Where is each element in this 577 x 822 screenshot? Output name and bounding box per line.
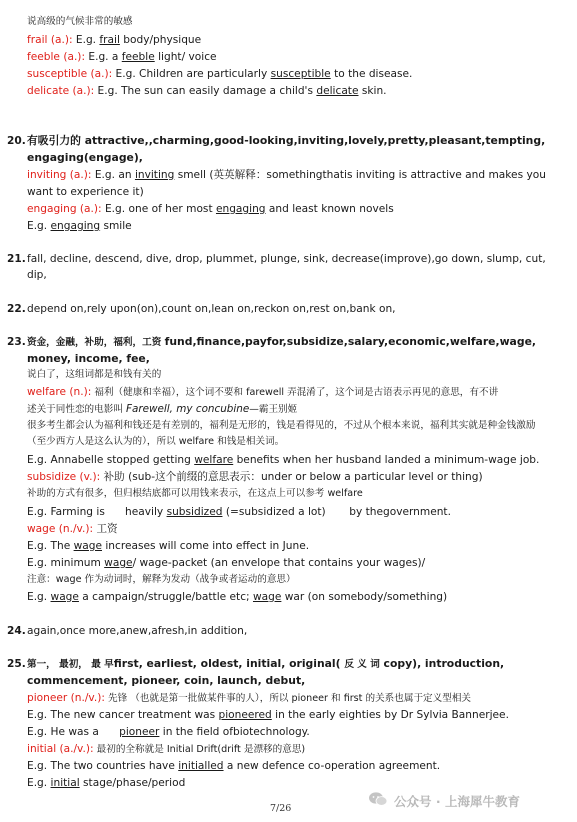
keyword: susceptible (a.):: [27, 68, 113, 80]
entry-frail: frail (a.): E.g. frail body/physique: [27, 34, 202, 46]
entry-welfare-4: （至少西方人是这么认为的），所以 welfare 和钱是相关词。: [27, 436, 285, 447]
keyword: frail (a.):: [27, 34, 73, 46]
entry-engaging-eg: E.g. engaging smile: [27, 220, 132, 232]
entry-welfare-3: 很多考生都会认为福利和钱还是有差别的，福利是无形的，钱是看得见的，不过从个根本来说，福利其实就是种金钱激励: [27, 420, 536, 431]
heading-20b: engaging(engage),: [27, 151, 143, 164]
entry-inviting: inviting (a.): E.g. an inviting smell (英英解释：somethingthatis inviting is attractive and makes you: [27, 169, 546, 181]
note-23: 说白了，这组词都是和钱有关的: [27, 369, 162, 380]
text-22: depend on,rely upon(on),count on,lean on,reckon on,rest on,bank on,: [27, 303, 396, 315]
heading-25b: commencement, pioneer, coin, launch, debut,: [27, 674, 306, 687]
entry-inviting-cont: want to experience it): [27, 186, 144, 198]
wechat-icon: [368, 791, 388, 810]
heading-23b: money, income, fee,: [27, 352, 150, 365]
heading-20a: 有吸引力的 attractive,,charming,good-looking,inviting,lovely,pretty,pleasant,tempting,: [27, 134, 546, 147]
entry-engaging: engaging (a.): E.g. one of her most engaging and least known novels: [27, 203, 394, 215]
heading-23a: 资金，金融，补助，福利，工资 fund,finance,payfor,subsidize,salary,economic,welfare,wage,: [27, 335, 536, 348]
entry-pioneer: pioneer (n./v.): 先锋 （也就是第一批做某件事的人），所以 pioneer 和 first 的关系也属于定义型相关: [27, 692, 472, 704]
wage-eg1: E.g. The wage increases will come into effect in June.: [27, 540, 310, 552]
watermark-text: 公众号 · 上海犀牛教育: [394, 793, 520, 809]
entry-welfare-2: 述关于同性恋的电影叫 Farewell, my concubine—霸王别姬: [27, 403, 298, 415]
item-number: 24.: [7, 625, 26, 637]
text-21a: fall, decline, descend, dive, drop, plummet, plunge, sink, decrease(improve),go down, slump, cut,: [27, 253, 546, 265]
entry-susceptible: susceptible (a.): E.g. Children are particularly susceptible to the disease.: [27, 68, 413, 80]
item-number: 25.: [7, 658, 26, 670]
welfare-eg: E.g. Annabelle stopped getting welfare benefits when her husband landed a minimum-wage job.: [27, 454, 540, 466]
entry-delicate: delicate (a.): E.g. The sun can easily damage a child's delicate skin.: [27, 85, 387, 97]
entry-initial: initial (a./v.): 最初的全称就是 Initial Drift(drift 是漂移的意思): [27, 743, 306, 755]
item-number: 20.: [7, 135, 26, 147]
entry-welfare: welfare (n.): 福利（健康和幸福），这个词不要和 farewell 弄混淆了，这个词是古语表示再见的意思，有不讲: [27, 386, 499, 398]
page-number: 7/26: [270, 803, 292, 814]
text-24: again,once more,anew,afresh,in addition,: [27, 625, 248, 637]
initial-eg1: E.g. The two countries have initialled a new defence co-operation agreement.: [27, 760, 441, 772]
pioneer-eg1: E.g. The new cancer treatment was pioneered in the early eighties by Dr Sylvia Bannerjee.: [27, 709, 509, 721]
pioneer-eg2: E.g. He was a pioneer in the field ofbiotechnology.: [27, 726, 310, 738]
watermark: [368, 791, 520, 810]
keyword: feeble (a.):: [27, 51, 86, 63]
subsidize-eg: E.g. Farming is heavily subsidized (=subsidized a lot) by thegovernment.: [27, 506, 451, 518]
wage-eg2: E.g. minimum wage/ wage-packet (an envelope that contains your wages)/: [27, 557, 426, 569]
subsidize-note: 补助的方式有很多，但归根结底都可以用钱来表示，在这点上可以参考 welfare: [27, 488, 363, 499]
wage-eg3: E.g. wage a campaign/struggle/battle etc; wage war (on somebody/something): [27, 591, 448, 603]
entry-feeble: feeble (a.): E.g. a feeble light/ voice: [27, 51, 217, 63]
initial-eg2: E.g. initial stage/phase/period: [27, 777, 186, 789]
item-number: 23.: [7, 336, 26, 348]
text-21b: dip,: [27, 269, 47, 281]
intro-text: 说高级的气候非常的敏感: [27, 16, 133, 27]
item-number: 21.: [7, 253, 26, 265]
entry-subsidize: subsidize (v.): 补助 (sub-这个前缀的意思表示：under or below a particular level or thing): [27, 471, 483, 483]
keyword: delicate (a.):: [27, 85, 95, 97]
wage-note: 注意：wage 作为动词时，解释为发动（战争或者运动的意思）: [27, 574, 296, 585]
heading-25a: 第一， 最初， 最 早first, earliest, oldest, initial, original( 反 义 词 copy), introduction,: [27, 657, 505, 670]
entry-wage: wage (n./v.): 工资: [27, 523, 118, 535]
item-number: 22.: [7, 303, 26, 315]
